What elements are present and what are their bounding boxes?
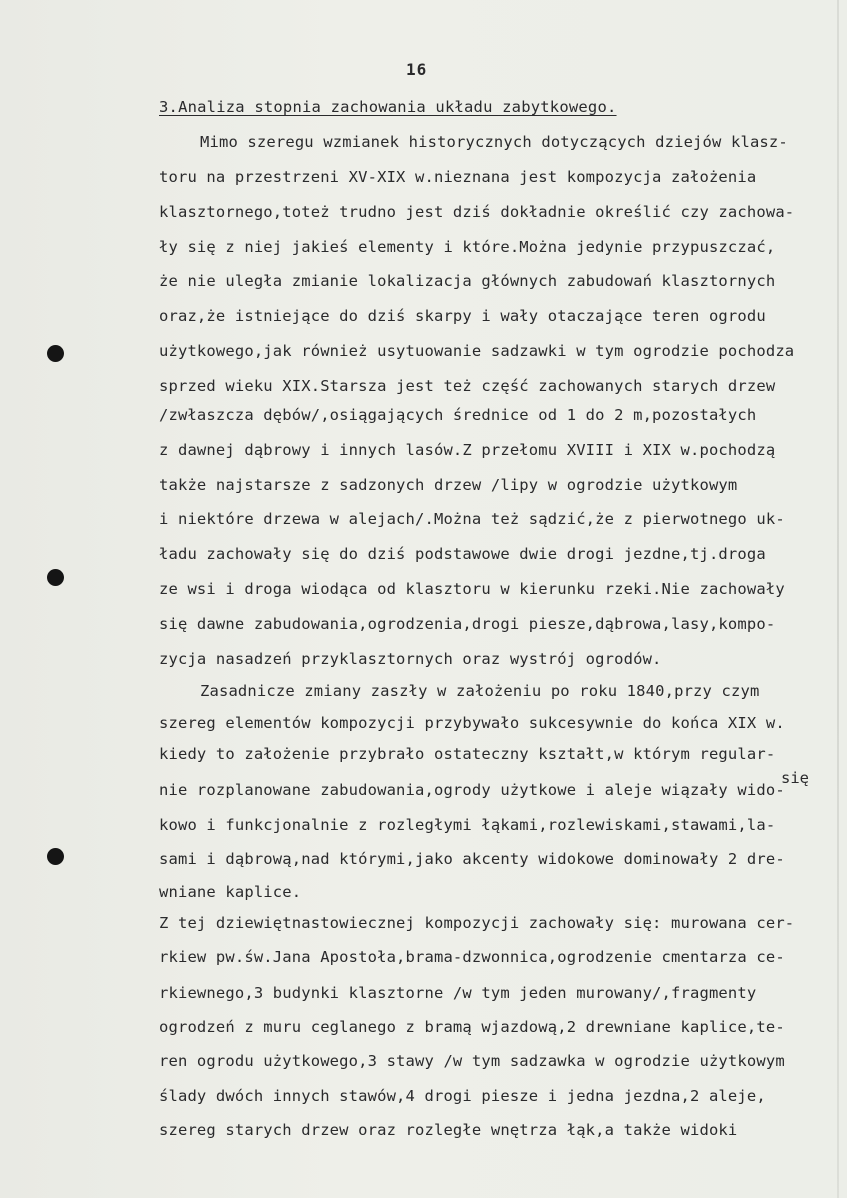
text-line: /zwłaszcza dębów/,osiągających średnice od 1 do 2 m,pozostałych — [159, 406, 757, 424]
interlinear-insert: się — [781, 769, 809, 787]
text-line: toru na przestrzeni XV-XIX w.nieznana jest kompozycja założenia — [159, 168, 757, 186]
page-edge — [837, 0, 839, 1198]
text-line: oraz,że istniejące do dziś skarpy i wały otaczające teren ogrodu — [159, 307, 766, 325]
text-line: sami i dąbrową,nad którymi,jako akcenty widokowe dominowały 2 dre- — [159, 850, 785, 868]
text-line: nie rozplanowane zabudowania,ogrody użytkowe i aleje wiązały wido- — [159, 781, 785, 799]
text-line: z dawnej dąbrowy i innych lasów.Z przełomu XVIII i XIX w.pochodzą — [159, 441, 776, 459]
text-line: także najstarsze z sadzonych drzew /lipy w ogrodzie użytkowym — [159, 476, 738, 494]
text-line: rkiew pw.św.Jana Apostoła,brama-dzwonnica,ogrodzenie cmentarza ce- — [159, 948, 785, 966]
text-line: ze wsi i droga wiodąca od klasztoru w kierunku rzeki.Nie zachowały — [159, 580, 785, 598]
text-line: klasztornego,toteż trudno jest dziś dokładnie określić czy zachowa- — [159, 203, 795, 221]
text-line: Zasadnicze zmiany zaszły w założeniu po roku 1840,przy czym — [200, 682, 760, 700]
text-line: że nie uległa zmianie lokalizacja głównych zabudowań klasztornych — [159, 272, 776, 290]
text-line: ślady dwóch innych stawów,4 drogi piesze i jedna jezdna,2 aleje, — [159, 1087, 766, 1105]
page-number: 16 — [406, 60, 428, 79]
text-line: rkiewnego,3 budynki klasztorne /w tym jeden murowany/,fragmenty — [159, 984, 757, 1002]
text-line: szereg starych drzew oraz rozległe wnętrza łąk,a także widoki — [159, 1121, 738, 1139]
text-line: zycja nasadzeń przyklasztornych oraz wystrój ogrodów. — [159, 650, 662, 668]
punch-hole-bottom — [47, 848, 64, 865]
text-line: i niektóre drzewa w alejach/.Można też sądzić,że z pierwotnego uk- — [159, 510, 785, 528]
text-line: Z tej dziewiętnastowiecznej kompozycji zachowały się: murowana cer- — [159, 914, 795, 932]
text-line: użytkowego,jak również usytuowanie sadzawki w tym ogrodzie pochodza — [159, 342, 795, 360]
section-heading: 3.Analiza stopnia zachowania układu zabytkowego. — [159, 98, 617, 116]
punch-hole-top — [47, 345, 64, 362]
text-line: szereg elementów kompozycji przybywało sukcesywnie do końca XIX w. — [159, 714, 785, 732]
text-line: ogrodzeń z muru ceglanego z bramą wjazdową,2 drewniane kaplice,te- — [159, 1018, 785, 1036]
text-line: sprzed wieku XIX.Starsza jest też część zachowanych starych drzew — [159, 377, 776, 395]
text-line: ładu zachowały się do dziś podstawowe dwie drogi jezdne,tj.droga — [159, 545, 766, 563]
text-line: kowo i funkcjonalnie z rozległymi łąkami,rozlewiskami,stawami,la- — [159, 816, 776, 834]
text-line: kiedy to założenie przybrało ostateczny kształt,w którym regular- — [159, 745, 776, 763]
text-line: się dawne zabudowania,ogrodzenia,drogi piesze,dąbrowa,lasy,kompo- — [159, 615, 776, 633]
text-line: Mimo szeregu wzmianek historycznych dotyczących dziejów klasz- — [200, 133, 788, 151]
text-line: ły się z niej jakieś elementy i które.Można jedynie przypuszczać, — [159, 238, 776, 256]
text-line: ren ogrodu użytkowego,3 stawy /w tym sadzawka w ogrodzie użytkowym — [159, 1052, 785, 1070]
text-line: wniane kaplice. — [159, 883, 302, 901]
punch-hole-middle — [47, 569, 64, 586]
